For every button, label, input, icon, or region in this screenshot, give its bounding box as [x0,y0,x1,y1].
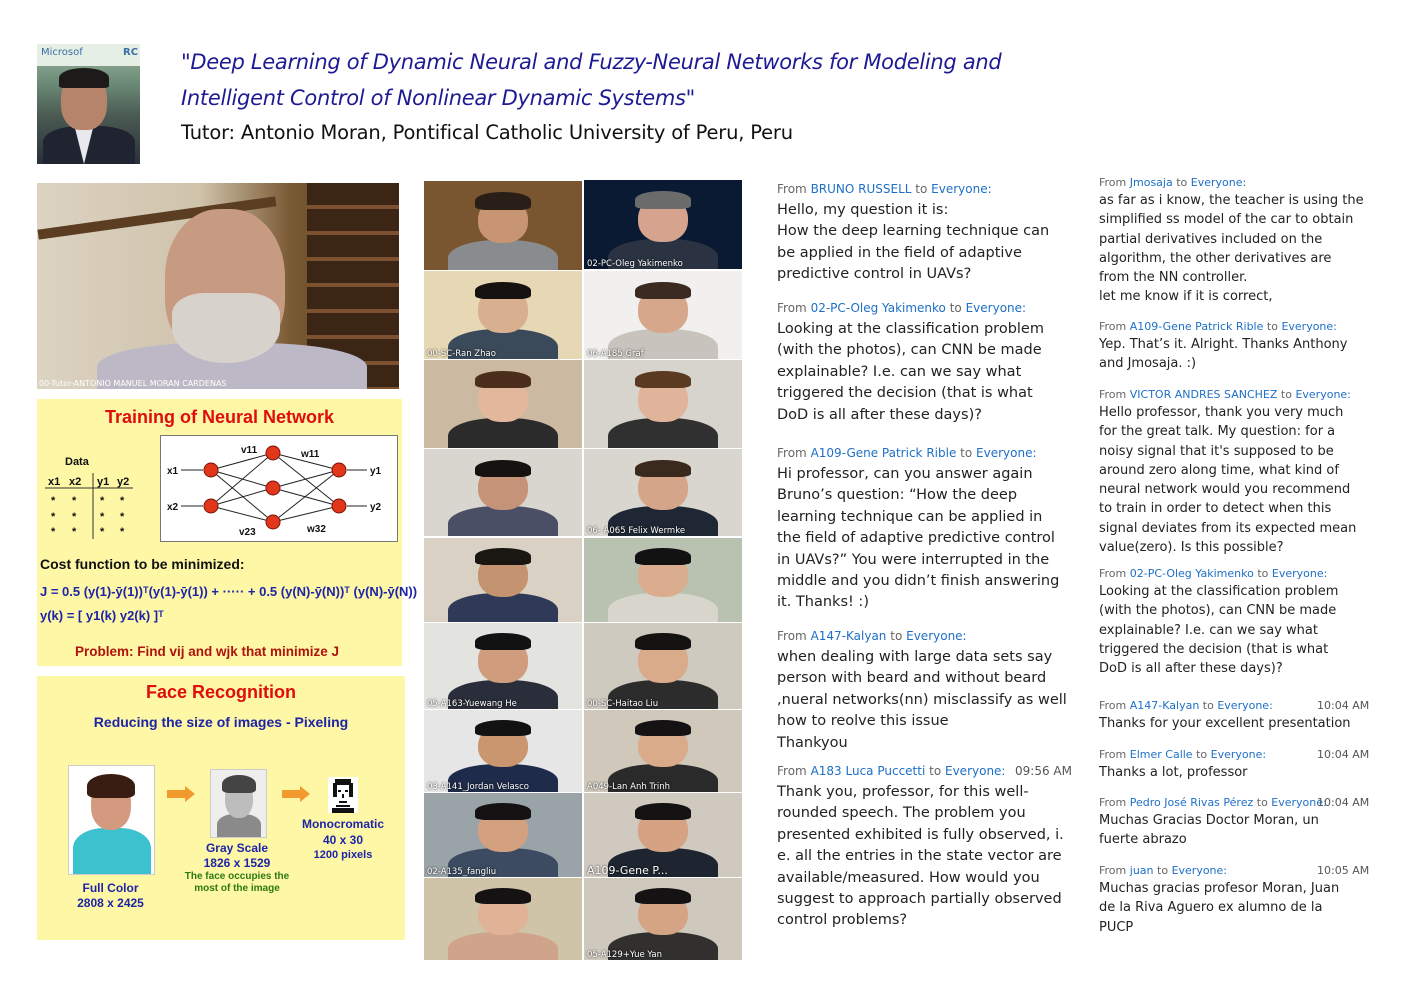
participant-video-tile[interactable] [424,793,582,877]
chat-to-prefix: to [1280,388,1292,401]
chat-recipient-link[interactable]: Everyone: [931,182,992,196]
chat-from-prefix: From [1099,864,1127,877]
participant-name-label: 05-A163-Yuewang He [427,699,517,709]
chat-message-text: Looking at the classification problem (with the photos), can CNN be made explainable? I.e. can we say what triggered the decision (that is what DoD is all after these days)? [1099,584,1339,677]
participant-name-label: 02-PC-Oleg Yakimenko [587,259,683,269]
chat-from-prefix: From [1099,699,1127,712]
data-cell: * [51,526,56,538]
problem-statement: Problem: Find vij and wjk that minimize J [75,644,340,659]
chat-message-text: Muchas Gracias Doctor Moran, un fuerte abrazo [1099,813,1319,848]
chat-sender-link[interactable]: Elmer Calle [1129,748,1193,761]
participant-name-label: A049-Lan Anh Trinh [587,782,671,792]
weight-label-w11: w11 [301,449,320,460]
data-cell: * [72,526,77,538]
data-cell: * [120,495,125,507]
chat-message-header [1099,320,1337,333]
node-label-y1: y1 [370,466,382,477]
chat-sender-link[interactable]: A147-Kalyan [1129,699,1200,712]
data-cell: * [51,495,56,507]
chat-message-header [777,629,967,643]
cost-equation: J = 0.5 (y(1)-ȳ(1))ᵀ(y(1)-ȳ(1)) + ····· + 0.5 (y(N)-ȳ(N))ᵀ (y(N)-ȳ(N)) [40,584,418,599]
chat-message-text: Hello, my question it is: How the deep learning technique can be applied in the field of adaptive predictive control in UAVs? [777,202,1050,283]
participant-name-label: 00-SC-Haitao Liu [587,699,659,709]
chat-timestamp: 10:04 AM [1317,699,1370,712]
node-label-x2: x2 [167,502,179,513]
monochromatic-face-image [328,777,358,813]
chat-message-header [1099,748,1266,761]
chat-recipient-link[interactable]: Everyone: [1210,748,1267,761]
hidden-node-2 [266,481,280,495]
chat-from-prefix: From [1099,567,1127,580]
arrow-right-icon [282,786,310,802]
participant-name-label: A109-Gene P... [587,864,668,877]
fr-slide-subtitle: Reducing the size of images - Pixeling [93,714,349,730]
data-cell: * [100,495,105,507]
chat-from-prefix: From [777,446,807,460]
participant-video-tile[interactable] [584,271,742,359]
chat-to-prefix: to [915,182,928,196]
monochromatic-pixels: 1200 pixels [313,849,373,861]
nn-slide-title: Training of Neural Network [104,407,335,427]
chat-from-prefix: From [777,301,807,315]
data-cell: * [100,526,105,538]
chat-recipient-link[interactable]: Everyone: [1271,796,1327,809]
chat-recipient-link[interactable]: Everyone: [1295,388,1351,401]
chat-from-prefix: From [1099,796,1127,809]
chat-recipient-link[interactable]: Everyone: [1271,567,1328,580]
photo-logo-left: Microsof [41,47,83,58]
participant-video-tile[interactable] [424,710,582,792]
participant-name-label: 03-A141_Jordan Velasco [427,782,529,792]
chat-message-header [1099,699,1273,712]
weight-label-v23: v23 [239,527,256,538]
participant-video-tile[interactable] [584,360,742,448]
nn-diagram [160,435,398,542]
chat-sender-link[interactable]: Pedro José Rivas Pérez [1129,796,1254,809]
participant-video-tile[interactable] [584,449,742,536]
chat-sender-link[interactable]: A147-Kalyan [810,629,887,643]
chat-to-prefix: to [1256,796,1268,809]
chat-from-prefix: From [777,629,807,643]
chat-to-prefix: to [1257,567,1269,580]
chat-to-prefix: to [1157,864,1169,877]
node-label-x1: x1 [167,466,179,477]
node-label-y2: y2 [370,502,382,513]
input-node-2 [204,499,218,513]
photo-logo-strip [37,44,140,66]
chat-recipient-link[interactable]: Everyone: [945,764,1006,778]
participant-name-label: 06-A185 Graf [587,349,644,359]
chat-message-text: Thanks a lot, professor [1099,765,1248,780]
chat-recipient-link[interactable]: Everyone: [1217,699,1273,712]
output-vector-equation: y(k) = [ y1(k) y2(k) ]ᵀ [40,608,164,623]
participant-video-tile[interactable] [584,878,742,960]
data-cell: * [72,511,77,523]
chat-message-header [777,764,1005,778]
speaker-photo [37,44,140,164]
weight-label-w32: w32 [307,524,326,535]
neural-network-slide [37,399,418,666]
chat-to-prefix: to [949,301,962,315]
chat-sender-link[interactable]: Jmosaja [1129,176,1173,189]
chat-from-prefix: From [1099,388,1127,401]
monochromatic-size: 40 x 30 [322,833,364,847]
participant-video-tile[interactable] [424,623,582,709]
hidden-node-1 [266,446,280,460]
hidden-node-3 [266,515,280,529]
cost-function-label: Cost function to be minimized: [40,556,245,572]
participant-video-tile[interactable] [424,538,582,622]
data-table [45,471,133,541]
chat-to-prefix: to [1196,748,1208,761]
chat-message-text: Hello professor, thank you very much for the great talk. My question: for a noisy signal that it's supposed to be around zero along time, what kind of neural network would you recommend to train in order to detect when this signal deviates from its expected mean value(zero). Is this possible? [1099,405,1357,556]
main-video-caption: 00-Tutor-ANTONIO MANUEL MORAN CARDENAS [39,379,227,388]
chat-recipient-link[interactable]: Everyone: [906,629,967,643]
gray-scale-label: Gray Scale [205,841,269,855]
arrow-right-icon [167,786,195,802]
talk-title-line2: Intelligent Control of Nonlinear Dynamic Systems" [181,86,696,110]
input-node-1 [204,463,218,477]
chat-sender-link[interactable]: 02-PC-Oleg Yakimenko [1129,567,1254,580]
participant-video-tile[interactable] [424,449,582,536]
participant-video-tile[interactable] [424,271,582,359]
chat-message-header [1099,176,1246,189]
chat-timestamp: 10:04 AM [1317,796,1370,809]
participant-video-tile[interactable] [584,793,742,877]
fr-slide-title: Face Recognition [145,682,297,702]
chat-message-text: Looking at the classification problem (with the photos), can CNN be made explainable? I.e. can we say what triggered the decision (that is what DoD is all after these days)? [777,321,1044,423]
chat-sender-link[interactable]: VICTOR ANDRES SANCHEZ [1129,388,1278,401]
chat-recipient-link[interactable]: Everyone: [976,446,1037,460]
gray-scale-note-1: The face occupies the [184,871,290,882]
full-color-size: 2808 x 2425 [77,896,144,910]
gray-scale-note-2: most of the image [194,883,280,894]
chat-from-prefix: From [777,182,807,196]
gray-scale-face-image [210,769,267,838]
participant-video-tile[interactable] [424,360,582,448]
chat-to-prefix: to [1176,176,1188,189]
chat-message-header [1099,796,1327,809]
chat-message-header [1099,567,1327,580]
chat-sender-link[interactable]: A109-Gene Patrick Rible [810,446,957,460]
chat-sender-link[interactable]: 02-PC-Oleg Yakimenko [810,301,946,315]
chat-recipient-link[interactable]: Everyone: [1190,176,1247,189]
chat-to-prefix: to [1202,699,1214,712]
chat-timestamp: 10:04 AM [1317,748,1370,761]
chat-from-prefix: From [1099,320,1127,333]
chat-sender-link[interactable]: A183 Luca Puccetti [810,764,926,778]
chat-message-text: Thank you, professor, for this well- rounded speech. The problem you presented exhibited is fully observed, i. e. all the entries in the state vector are available/measured. How would you suggest to approach partially observed control problems? [777,784,1064,929]
participant-video-tile[interactable] [424,181,582,270]
gray-scale-size: 1826 x 1529 [203,856,271,870]
participant-name-label: 00-SC-Ran Zhao [427,349,496,359]
full-color-face-image [68,765,155,875]
chat-sender-link[interactable]: A109-Gene Patrick Rible [1129,320,1264,333]
chat-from-prefix: From [777,764,807,778]
chat-message-text: Hi professor, can you answer again Bruno’s question: “How the deep learning technique can be applied in the field of adaptive predictive control in UAVs?” You were interrupted in the middle and you didn’t finish answering it. Thanks! :) [777,466,1060,611]
participant-video-tile[interactable] [584,710,742,792]
data-table-label: Data [65,456,89,468]
main-speaker-video[interactable] [37,183,399,389]
col-x2: x2 [69,476,82,488]
chat-from-prefix: From [1099,176,1127,189]
participant-name-label: 06- A065 Felix Wermke [587,526,686,536]
weight-label-v11: v11 [241,445,258,456]
data-cell: * [100,511,105,523]
data-cell: * [120,526,125,538]
chat-message-header [777,182,992,196]
data-cell: * [51,511,56,523]
participant-video-tile[interactable] [424,878,582,960]
chat-message-text: when dealing with large data sets say person with beard and without beard ,nueral networks(nn) misclassify as well how to reolve this issue Thankyou [777,649,1067,751]
col-y2: y2 [117,476,130,488]
col-x1: x1 [48,476,61,488]
full-color-label: Full Color [82,881,139,895]
output-node-2 [332,499,346,513]
monochromatic-label: Monocromatic [301,817,384,831]
chat-message-header [1099,864,1227,877]
face-recognition-slide [37,676,405,940]
chat-recipient-link[interactable]: Everyone: [965,301,1027,315]
chat-message-header [777,446,1037,460]
data-cell: * [72,495,77,507]
participant-video-tile[interactable] [584,538,742,622]
chat-message-text: as far as i know, the teacher is using the simplified ss model of the car to obtain partial derivatives included on the algorithm, the other derivatives are from the NN controller. let me know if it is correct, [1099,193,1364,305]
chat-timestamp: 09:56 AM [1015,764,1072,778]
tutor-line: Tutor: Antonio Moran, Pontifical Catholic University of Peru, Peru [181,121,793,144]
chat-message-text: Yep. That’s it. Alright. Thanks Anthony and Jmosaja. :) [1099,337,1348,372]
output-node-1 [332,463,346,477]
chat-to-prefix: to [890,629,903,643]
chat-message-header [777,301,1026,315]
chat-to-prefix: to [929,764,942,778]
chat-message-text: Muchas gracias profesor Moran, Juan de la Riva Aguero ex alumno de la PUCP [1099,881,1340,935]
chat-recipient-link[interactable]: Everyone: [1171,864,1227,877]
chat-from-prefix: From [1099,748,1127,761]
participant-name-label: 05-A129+Yue Yan [587,950,663,960]
participant-video-tile[interactable] [584,623,742,709]
chat-recipient-link[interactable]: Everyone: [1281,320,1337,333]
photo-logo-right: RC [123,47,139,58]
talk-title-line1: "Deep Learning of Dynamic Neural and Fuzzy-Neural Networks for Modeling and [181,50,1002,74]
col-y1: y1 [97,476,110,488]
chat-to-prefix: to [1266,320,1278,333]
participant-video-tile[interactable] [584,180,742,269]
chat-sender-link[interactable]: juan [1129,864,1154,877]
participant-name-label: 02-A135_fangliu [427,867,497,877]
data-cell: * [120,511,125,523]
chat-to-prefix: to [960,446,973,460]
chat-message-header [1099,388,1351,401]
chat-message-text: Thanks for your excellent presentation [1099,716,1351,731]
chat-timestamp: 10:05 AM [1317,864,1370,877]
chat-sender-link[interactable]: BRUNO RUSSELL [810,182,912,196]
